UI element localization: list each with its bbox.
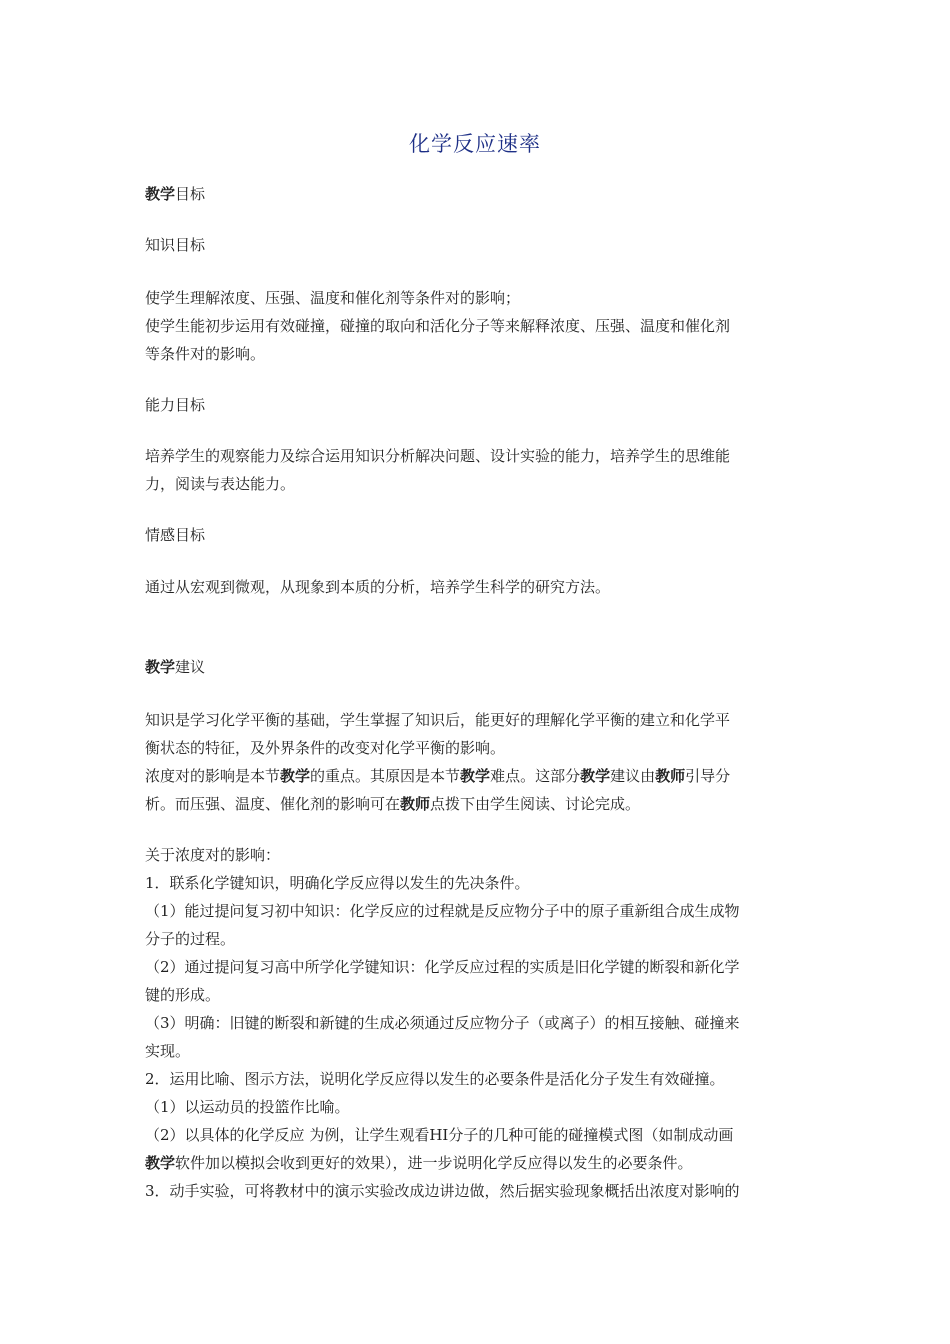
- knowledge-goals-heading: 知识目标: [145, 236, 206, 254]
- bold-run: 教学: [460, 767, 491, 785]
- text-line: [145, 762, 810, 790]
- text-run: 软件加以模拟会收到更好的效果），进一步说明化学反应得以发生的必要条件。: [175, 1154, 693, 1172]
- text-line: 使学生理解浓度、压强、温度和催化剂等条件对的影响；: [145, 289, 521, 307]
- text-line: 培养学生的观察能力及综合运用知识分析解决问题、设计实验的能力，培养学生的思维能: [145, 447, 731, 465]
- heading-bold-part: 教学: [145, 658, 176, 676]
- text-line: （3）明确：旧键的断裂和新键的生成必须通过反应物分子（或离子）的相互接触、碰撞来: [145, 1014, 740, 1032]
- text-line: 使学生能初步运用有效碰撞，碰撞的取向和活化分子等来解释浓度、压强、温度和催化剂: [145, 317, 731, 335]
- ability-goals-body: [145, 442, 810, 498]
- text-line: （2）通过提问复习高中所学化学键知识：化学反应过程的实质是旧化学键的断裂和新化学: [145, 958, 740, 976]
- text-line: [145, 790, 810, 818]
- text-run: 引导分: [685, 767, 731, 785]
- document-title: 化学反应速率: [409, 132, 541, 156]
- text-line: （1）能过提问复习初中知识：化学反应的过程就是反应物分子中的原子重新组合成生成物: [145, 902, 740, 920]
- text-line: 分子的过程。: [145, 930, 236, 948]
- text-run: 难点。这部分: [490, 767, 581, 785]
- heading-rest-part: 目标: [175, 185, 206, 203]
- concentration-heading: 关于浓度对的影响：: [145, 846, 281, 864]
- section-heading-goals: [145, 180, 810, 208]
- text-line: [145, 1149, 810, 1177]
- bold-run: 教学: [280, 767, 311, 785]
- knowledge-goals-body: [145, 284, 810, 368]
- text-line: 知识是学习化学平衡的基础，学生掌握了知识后，能更好的理解化学平衡的建立和化学平: [145, 711, 731, 729]
- text-run: 建议由: [610, 767, 656, 785]
- bold-run: 教学: [145, 1154, 176, 1172]
- text-line: 2．运用比喻、图示方法，说明化学反应得以发生的必要条件是活化分子发生有效碰撞。: [145, 1070, 725, 1088]
- bold-run: 教学: [580, 767, 611, 785]
- bold-run: 教师: [400, 795, 431, 813]
- text-line: 1．联系化学键知识，明确化学反应得以发生的先决条件。: [145, 874, 530, 892]
- text-line: 力，阅读与表达能力。: [145, 475, 296, 493]
- text-line: 等条件对的影响。: [145, 345, 266, 363]
- text-line: 键的形成。: [145, 986, 221, 1004]
- emotion-goals-body: [145, 573, 810, 601]
- text-line: （1）以运动员的投篮作比喻。: [145, 1098, 350, 1116]
- text-run: 点拨下由学生阅读、讨论完成。: [430, 795, 641, 813]
- text-line: （2）以具体的化学反应 为例，让学生观看HI分子的几种可能的碰撞模式图（如制成动画: [145, 1126, 734, 1144]
- heading-rest-part: 建议: [175, 658, 206, 676]
- text-run: 浓度对的影响是本节: [145, 767, 281, 785]
- text-run: 的重点。其原因是本节: [310, 767, 461, 785]
- text-line: 3．动手实验，可将教材中的演示实验改成边讲边做，然后据实验现象概括出浓度对影响的: [145, 1182, 740, 1200]
- concentration-section: [145, 841, 810, 1205]
- bold-run: 教师: [655, 767, 686, 785]
- ability-goals-heading: 能力目标: [145, 396, 206, 414]
- text-run: 析。而压强、温度、催化剂的影响可在: [145, 795, 401, 813]
- text-line: 通过从宏观到微观，从现象到本质的分析，培养学生科学的研究方法。: [145, 578, 611, 596]
- heading-bold-part: 教学: [145, 185, 176, 203]
- text-line: 实现。: [145, 1042, 191, 1060]
- text-line: 衡状态的特征，及外界条件的改变对化学平衡的影响。: [145, 739, 506, 757]
- emotion-goals-heading: 情感目标: [145, 526, 206, 544]
- suggestions-body: [145, 706, 810, 818]
- section-heading-suggestions: [145, 653, 810, 681]
